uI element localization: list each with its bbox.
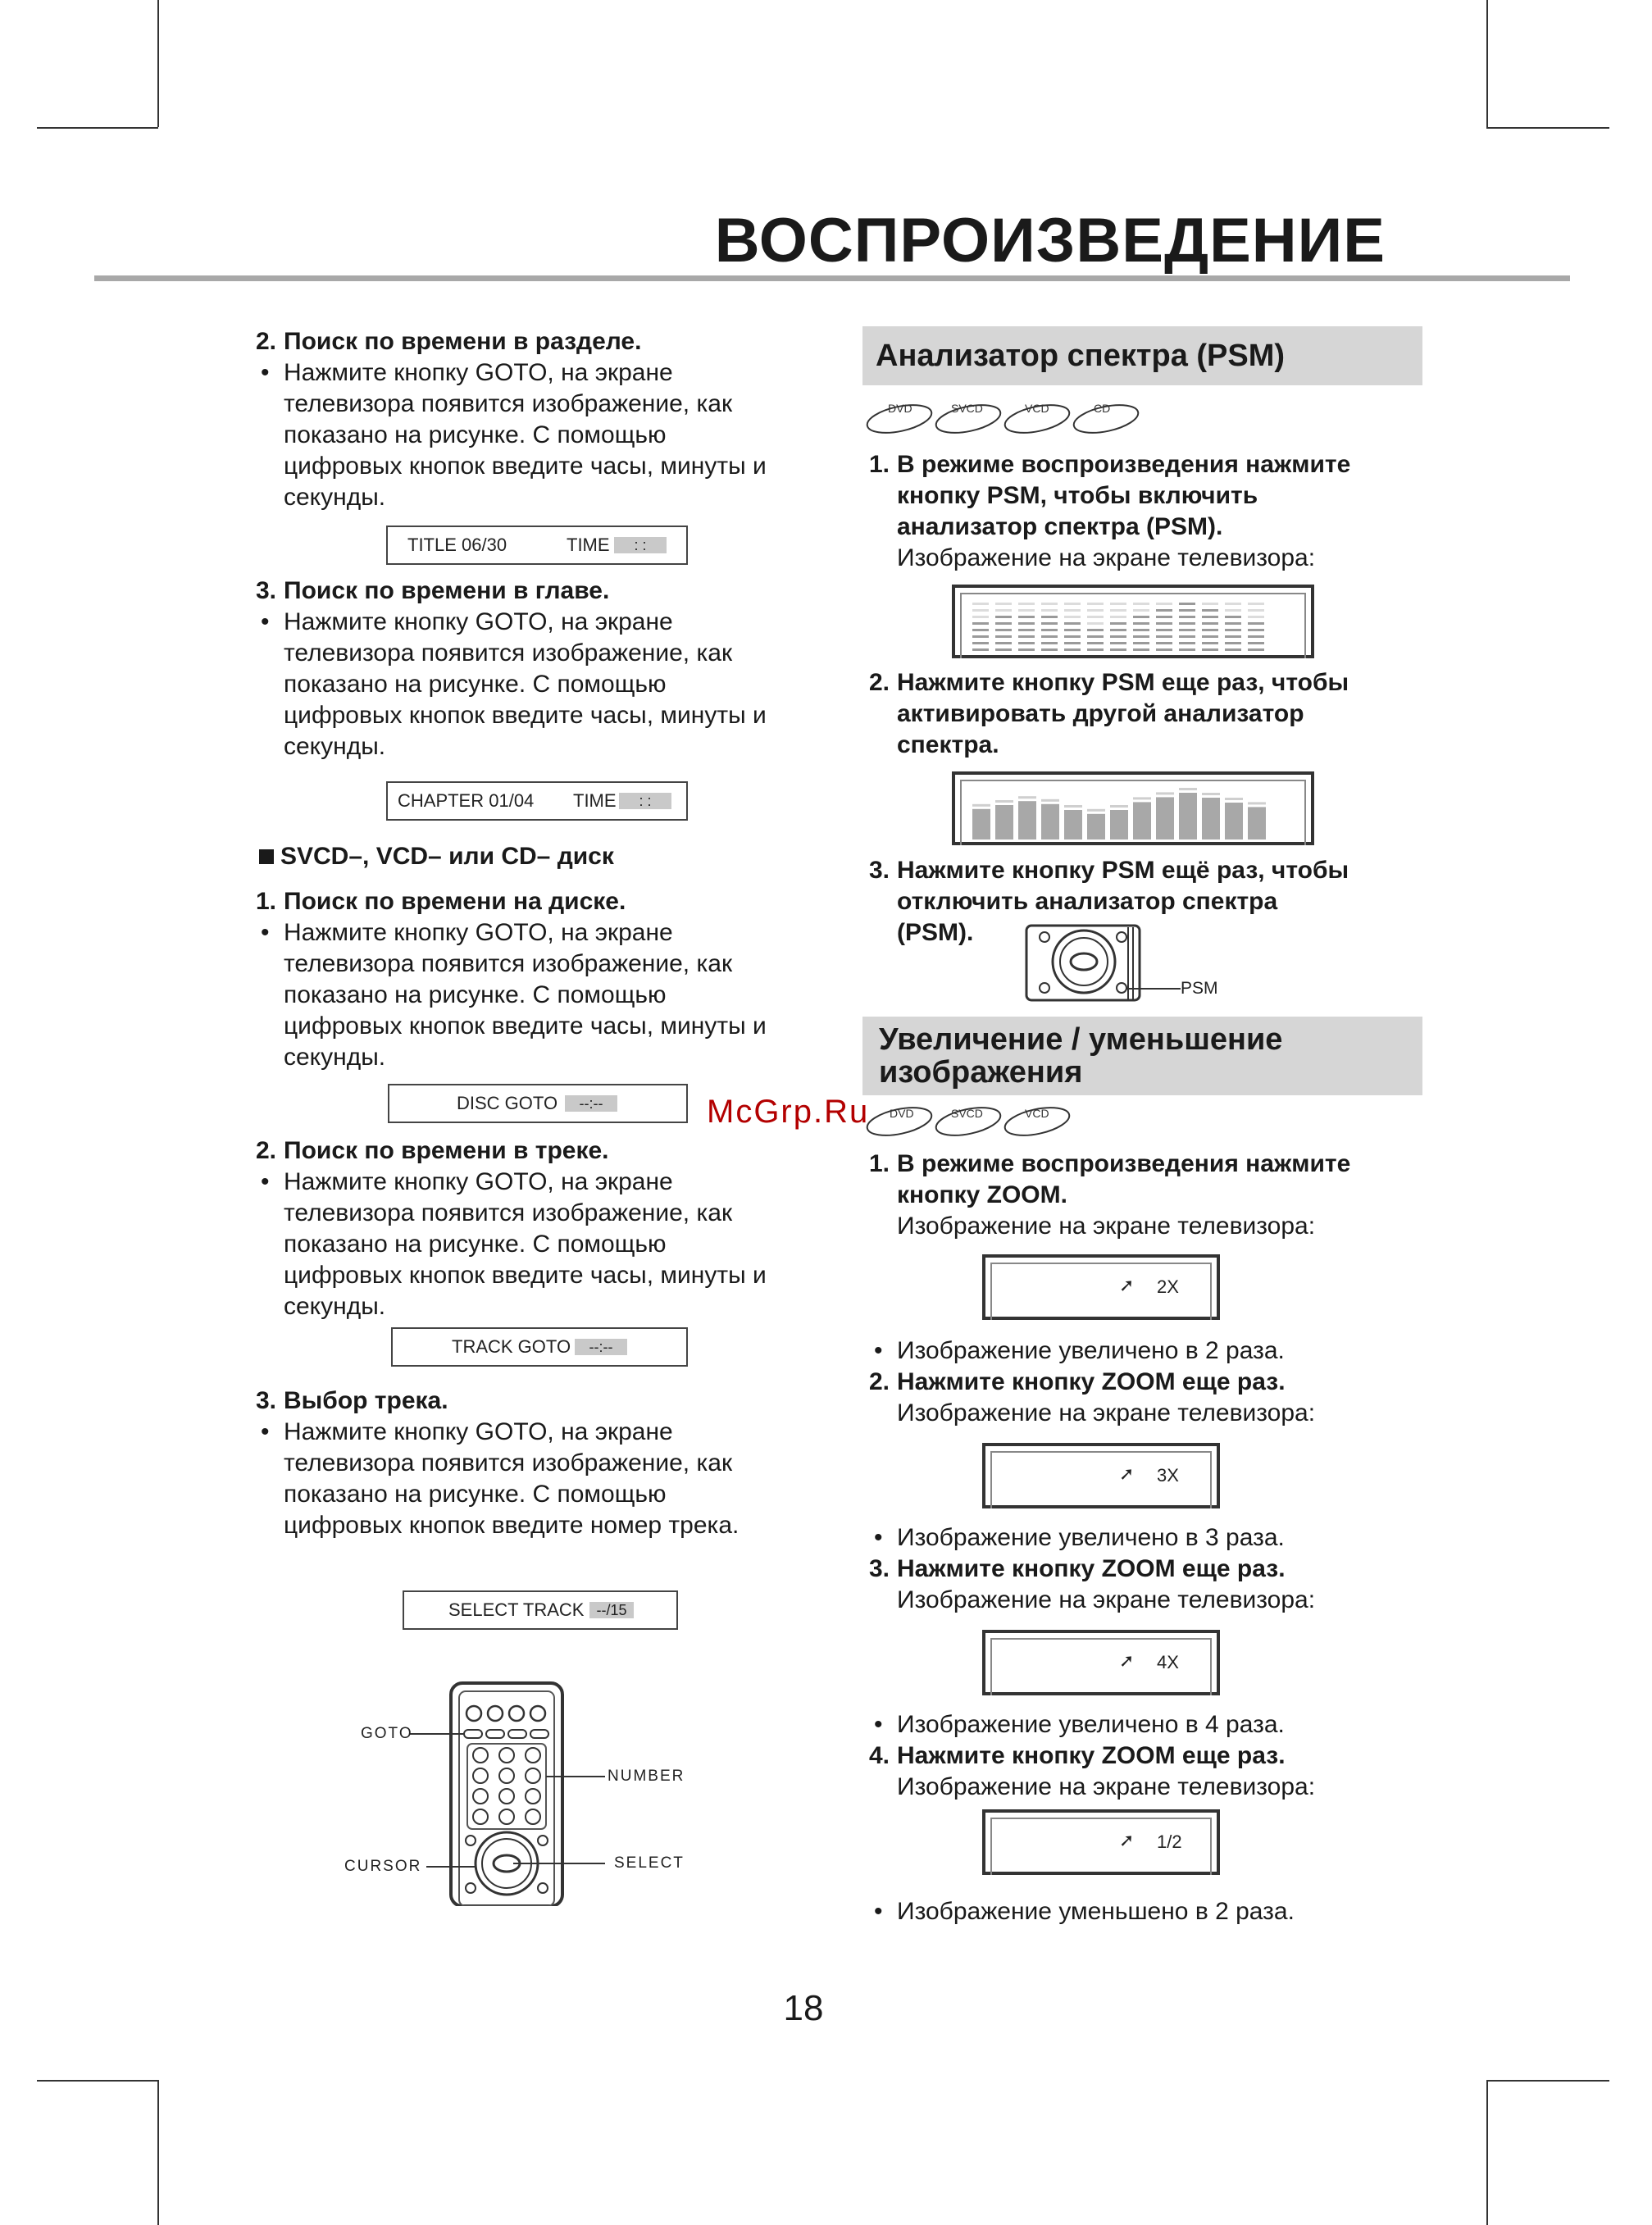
text-line: телевизора появится изображение, как bbox=[284, 639, 733, 667]
step-number: 1. bbox=[256, 888, 277, 915]
bullet-text bbox=[869, 1896, 1443, 1927]
text-line: В режиме воспроизведения нажмите bbox=[897, 1150, 1351, 1177]
step-number: 1. bbox=[869, 1150, 890, 1177]
spectrum-segment bbox=[1225, 622, 1241, 625]
step-number: 2. bbox=[869, 669, 890, 696]
text-line: • Нажмите кнопку GOTO, на экране bbox=[284, 1168, 673, 1195]
spectrum-segment bbox=[972, 603, 989, 605]
spectrum-segment bbox=[1248, 616, 1264, 618]
spectrum-segment bbox=[1202, 622, 1218, 625]
spectrum-segment bbox=[1248, 609, 1264, 612]
psm-remote-closeup bbox=[1025, 924, 1189, 1002]
text-line: Изображение на экране телевизора: bbox=[897, 1213, 1316, 1240]
spectrum-segment bbox=[1018, 603, 1035, 605]
spectrum-segment bbox=[1179, 629, 1195, 631]
spectrum-segment bbox=[1202, 642, 1218, 644]
spectrum-segment bbox=[1156, 603, 1172, 605]
spectrum-segment bbox=[1064, 642, 1081, 644]
spectrum-segment bbox=[1018, 642, 1035, 644]
spectrum-segment bbox=[1087, 629, 1104, 631]
spectrum-segment bbox=[1248, 635, 1264, 638]
section-title: изображения bbox=[879, 1055, 1083, 1090]
left-column bbox=[256, 841, 830, 872]
zoom-screen-4x bbox=[982, 1630, 1220, 1695]
spectrum-display-2 bbox=[967, 780, 1295, 842]
spectrum-segment bbox=[1041, 603, 1058, 605]
spectrum-segment bbox=[972, 642, 989, 644]
spectrum-segment bbox=[1018, 629, 1035, 631]
step-number: 2. bbox=[256, 328, 277, 355]
spectrum-segment bbox=[1225, 635, 1241, 638]
text-line: показано на рисунке. С помощью bbox=[284, 671, 667, 698]
spectrum-segment bbox=[995, 616, 1012, 618]
spectrum-segment bbox=[1248, 622, 1264, 625]
spectrum-peak bbox=[1087, 809, 1105, 812]
section-title-search bbox=[256, 576, 830, 607]
spectrum-peak bbox=[1248, 802, 1266, 804]
zoom-screen-2x bbox=[982, 1254, 1220, 1320]
spectrum-segment bbox=[1179, 642, 1195, 644]
spectrum-segment bbox=[1133, 629, 1149, 631]
zoom-screen-half bbox=[982, 1809, 1220, 1875]
right-column bbox=[869, 1896, 1443, 1927]
spectrum-segment bbox=[1179, 609, 1195, 612]
text-line: кнопку PSM, чтобы включить bbox=[897, 482, 1258, 509]
spectrum-segment bbox=[1064, 622, 1081, 625]
spectrum-segment bbox=[1041, 609, 1058, 612]
spectrum-segment bbox=[1156, 635, 1172, 638]
text-line: Нажмите кнопку ZOOM еще раз. bbox=[897, 1368, 1286, 1395]
osd-label: TIME bbox=[573, 790, 617, 811]
section-title-search bbox=[256, 886, 830, 917]
spectrum-peak bbox=[1225, 798, 1243, 800]
osd-value: --:-- bbox=[565, 1095, 617, 1112]
step-number: 3. bbox=[256, 1387, 277, 1414]
spectrum-segment bbox=[995, 609, 1012, 612]
spectrum-bar bbox=[1225, 803, 1243, 839]
spectrum-segment bbox=[1110, 648, 1126, 651]
spectrum-segment bbox=[972, 616, 989, 618]
zoom-icon: ➚ bbox=[1119, 1275, 1135, 1295]
left-column bbox=[256, 326, 830, 513]
zoom-level: 3X bbox=[1157, 1465, 1179, 1486]
disc-logo-label: SVCD bbox=[951, 1107, 983, 1120]
spectrum-segment bbox=[1156, 642, 1172, 644]
crop-mark bbox=[1486, 0, 1488, 127]
spectrum-segment bbox=[972, 635, 989, 638]
text-line: цифровых кнопок введите часы, минуты и bbox=[284, 1012, 767, 1040]
spectrum-segment bbox=[1248, 603, 1264, 605]
crop-mark bbox=[157, 0, 159, 127]
section-header-zoom bbox=[862, 1017, 1422, 1095]
disc-logo-label: VCD bbox=[1025, 1107, 1049, 1120]
spectrum-segment bbox=[1064, 609, 1081, 612]
square-bullet-icon bbox=[259, 849, 274, 864]
right-column bbox=[869, 667, 1443, 761]
text-line: секунды. bbox=[284, 1293, 386, 1320]
text-line: • Нажмите кнопку GOTO, на экране bbox=[284, 1418, 673, 1445]
step-number: 3. bbox=[869, 857, 890, 884]
spectrum-segment bbox=[1110, 635, 1126, 638]
zoom-icon: ➚ bbox=[1119, 1463, 1135, 1484]
osd-chapter-time bbox=[386, 781, 688, 821]
zoom-step-3 bbox=[869, 1554, 1443, 1616]
spectrum-segment bbox=[1179, 622, 1195, 625]
spectrum-peak bbox=[1156, 792, 1174, 794]
section-title: Увеличение / уменьшение bbox=[879, 1022, 1283, 1057]
spectrum-peak bbox=[1110, 805, 1128, 808]
bullet-text bbox=[256, 917, 830, 1073]
spectrum-segment bbox=[1133, 648, 1149, 651]
spectrum-segment bbox=[1064, 648, 1081, 651]
spectrum-segment bbox=[1248, 642, 1264, 644]
section-title-search bbox=[256, 326, 830, 357]
step-number: 2. bbox=[256, 1137, 277, 1164]
spectrum-segment bbox=[1202, 609, 1218, 612]
spectrum-segment bbox=[1202, 635, 1218, 638]
spectrum-segment bbox=[1110, 642, 1126, 644]
psm-step-2 bbox=[869, 667, 1443, 761]
text-line: Изображение на экране телевизора: bbox=[897, 544, 1316, 571]
spectrum-bar bbox=[1087, 814, 1105, 839]
spectrum-segment bbox=[1225, 616, 1241, 618]
spectrum-segment bbox=[995, 603, 1012, 605]
spectrum-segment bbox=[1248, 648, 1264, 651]
page-number: 18 bbox=[783, 1988, 824, 2028]
bullet-text bbox=[256, 607, 830, 762]
spectrum-segment bbox=[1133, 603, 1149, 605]
spectrum-segment bbox=[1087, 603, 1104, 605]
spectrum-segment bbox=[995, 622, 1012, 625]
text-line: цифровых кнопок введите номер трека. bbox=[284, 1512, 740, 1539]
step-title: Поиск по времени в главе. bbox=[284, 577, 610, 604]
spectrum-segment bbox=[1087, 616, 1104, 618]
disc-logo-label: VCD bbox=[1025, 402, 1049, 415]
callout-cursor: CURSOR bbox=[344, 1858, 422, 1875]
text-line: отключить анализатор спектра bbox=[897, 888, 1278, 915]
callout-goto: GOTO bbox=[361, 1725, 413, 1742]
osd-label: SELECT TRACK bbox=[448, 1599, 585, 1620]
zoom-screen-3x bbox=[982, 1443, 1220, 1508]
section-title-track bbox=[256, 1386, 830, 1417]
disc-logo-label: DVD bbox=[888, 402, 912, 415]
spectrum-segment bbox=[972, 622, 989, 625]
spectrum-segment bbox=[995, 642, 1012, 644]
spectrum-segment bbox=[1018, 635, 1035, 638]
spectrum-segment bbox=[1087, 609, 1104, 612]
spectrum-segment bbox=[1110, 603, 1126, 605]
spectrum-bar bbox=[972, 809, 990, 839]
spectrum-segment bbox=[1110, 629, 1126, 631]
spectrum-peak bbox=[972, 804, 990, 807]
spectrum-peak bbox=[1133, 797, 1151, 799]
text-line: активировать другой анализатор bbox=[897, 700, 1304, 727]
text-line: телевизора появится изображение, как bbox=[284, 950, 733, 977]
spectrum-bar bbox=[1156, 797, 1174, 839]
step-number: 3. bbox=[869, 1555, 890, 1582]
right-column bbox=[869, 1335, 1443, 1429]
spectrum-segment bbox=[1156, 622, 1172, 625]
osd-value: --/15 bbox=[589, 1602, 634, 1618]
zoom-step-1 bbox=[869, 1149, 1443, 1242]
step-title: Поиск по времени в разделе. bbox=[284, 328, 642, 355]
spectrum-segment bbox=[1064, 629, 1081, 631]
left-column bbox=[256, 1386, 830, 1541]
bullet-text bbox=[256, 1417, 830, 1541]
zoom-icon: ➚ bbox=[1119, 1830, 1135, 1850]
step-title: Выбор трека. bbox=[284, 1387, 448, 1414]
spectrum-segment bbox=[1225, 609, 1241, 612]
spectrum-segment bbox=[1156, 616, 1172, 618]
spectrum-segment bbox=[1156, 648, 1172, 651]
spectrum-segment bbox=[1087, 648, 1104, 651]
spectrum-segment bbox=[1041, 622, 1058, 625]
osd-title-time bbox=[386, 526, 688, 565]
spectrum-segment bbox=[1087, 642, 1104, 644]
callout-select: SELECT bbox=[614, 1854, 685, 1872]
text-line: • Изображение увеличено в 4 раза. bbox=[897, 1711, 1285, 1738]
text-line: • Изображение уменьшено в 2 раза. bbox=[897, 1898, 1295, 1925]
zoom-level: 4X bbox=[1157, 1652, 1179, 1672]
osd-label: TITLE 06/30 bbox=[407, 535, 507, 555]
spectrum-segment bbox=[1179, 616, 1195, 618]
disc-logo-label: CD bbox=[1094, 402, 1111, 415]
zoom-icon: ➚ bbox=[1119, 1650, 1135, 1671]
spectrum-segment bbox=[972, 648, 989, 651]
text-line: телевизора появится изображение, как bbox=[284, 1449, 733, 1477]
spectrum-segment bbox=[1133, 635, 1149, 638]
spectrum-segment bbox=[1179, 603, 1195, 605]
spectrum-segment bbox=[1018, 622, 1035, 625]
osd-label: DISC GOTO bbox=[457, 1093, 558, 1113]
spectrum-segment bbox=[1041, 642, 1058, 644]
bullet-text bbox=[869, 1522, 1443, 1554]
osd-track-goto bbox=[391, 1327, 688, 1367]
spectrum-peak bbox=[1202, 793, 1220, 795]
text-line: показано на рисунке. С помощью bbox=[284, 1481, 667, 1508]
text-line: • Нажмите кнопку GOTO, на экране bbox=[284, 919, 673, 946]
spectrum-segment bbox=[995, 635, 1012, 638]
text-line: Нажмите кнопку PSM ещё раз, чтобы bbox=[897, 857, 1349, 884]
zoom-level: 1/2 bbox=[1157, 1831, 1182, 1852]
bullet-text bbox=[256, 357, 830, 513]
osd-value: --:-- bbox=[575, 1339, 627, 1355]
text-line: секунды. bbox=[284, 1044, 386, 1071]
spectrum-segment bbox=[995, 648, 1012, 651]
spectrum-segment bbox=[1110, 609, 1126, 612]
page-title: ВОСПРОИЗВЕДЕНИЕ bbox=[714, 206, 1386, 275]
text-line: • Изображение увеличено в 2 раза. bbox=[897, 1337, 1285, 1364]
spectrum-segment bbox=[1041, 616, 1058, 618]
spectrum-peak bbox=[1179, 788, 1197, 790]
spectrum-display-1 bbox=[967, 594, 1295, 656]
text-line: Нажмите кнопку ZOOM еще раз. bbox=[897, 1742, 1286, 1769]
spectrum-segment bbox=[1041, 648, 1058, 651]
spectrum-segment bbox=[1202, 629, 1218, 631]
spectrum-peak bbox=[1064, 805, 1082, 808]
spectrum-bar bbox=[1041, 804, 1059, 839]
spectrum-segment bbox=[1087, 622, 1104, 625]
callout-psm: PSM bbox=[1181, 979, 1218, 998]
spectrum-segment bbox=[1064, 635, 1081, 638]
spectrum-segment bbox=[1225, 603, 1241, 605]
disc-logo-label: DVD bbox=[890, 1107, 914, 1120]
disc-logo-label: SVCD bbox=[951, 402, 983, 415]
spectrum-segment bbox=[1225, 642, 1241, 644]
spectrum-segment bbox=[1133, 642, 1149, 644]
step-number: 1. bbox=[869, 451, 890, 478]
text-line: секунды. bbox=[284, 733, 386, 760]
text-line: цифровых кнопок введите часы, минуты и bbox=[284, 453, 767, 480]
spectrum-segment bbox=[1018, 609, 1035, 612]
spectrum-segment bbox=[995, 629, 1012, 631]
spectrum-segment bbox=[1133, 609, 1149, 612]
spectrum-segment bbox=[1202, 648, 1218, 651]
zoom-step-2 bbox=[869, 1367, 1443, 1429]
spectrum-segment bbox=[1156, 629, 1172, 631]
step-title: Поиск по времени в треке. bbox=[284, 1137, 609, 1164]
text-line: • Нажмите кнопку GOTO, на экране bbox=[284, 608, 673, 635]
crop-mark bbox=[157, 2080, 159, 2225]
crop-mark bbox=[37, 2080, 158, 2082]
spectrum-segment bbox=[1133, 616, 1149, 618]
spectrum-bar bbox=[1202, 798, 1220, 839]
osd-disc-goto bbox=[388, 1084, 688, 1123]
crop-mark bbox=[37, 127, 158, 129]
right-column bbox=[869, 1522, 1443, 1616]
text-line: Изображение на экране телевизора: bbox=[897, 1773, 1316, 1800]
osd-label: TRACK GOTO bbox=[452, 1336, 571, 1357]
bullet-text bbox=[869, 1709, 1443, 1740]
text-line: Изображение на экране телевизора: bbox=[897, 1399, 1316, 1426]
spectrum-segment bbox=[1110, 616, 1126, 618]
spectrum-peak bbox=[995, 800, 1013, 803]
spectrum-segment bbox=[1087, 635, 1104, 638]
spectrum-segment bbox=[1064, 616, 1081, 618]
spectrum-segment bbox=[1202, 616, 1218, 618]
step-number: 2. bbox=[869, 1368, 890, 1395]
section-title: Анализатор спектра (PSM) bbox=[876, 339, 1286, 373]
zoom-level: 2X bbox=[1157, 1276, 1179, 1297]
text-line: показано на рисунке. С помощью bbox=[284, 981, 667, 1008]
spectrum-bar bbox=[995, 805, 1013, 839]
text-line: спектра. bbox=[897, 731, 999, 758]
text-line: Нажмите кнопку ZOOM еще раз. bbox=[897, 1555, 1286, 1582]
spectrum-segment bbox=[972, 609, 989, 612]
osd-value: : : bbox=[614, 537, 667, 553]
spectrum-segment bbox=[1133, 622, 1149, 625]
text-line: • Изображение увеличено в 3 раза. bbox=[897, 1524, 1285, 1551]
text-line: Нажмите кнопку PSM еще раз, чтобы bbox=[897, 669, 1349, 696]
spectrum-segment bbox=[1248, 629, 1264, 631]
spectrum-segment bbox=[1018, 616, 1035, 618]
disc-type-header bbox=[256, 841, 830, 872]
osd-value: : : bbox=[619, 793, 671, 809]
text-line: показано на рисунке. С помощью bbox=[284, 1231, 667, 1258]
spectrum-segment bbox=[1064, 603, 1081, 605]
spectrum-bar bbox=[1064, 810, 1082, 839]
crop-mark bbox=[1486, 2080, 1488, 2225]
spectrum-segment bbox=[1156, 609, 1172, 612]
disc-header-text: SVCD–, VCD– или CD– диск bbox=[280, 843, 614, 870]
step-number: 3. bbox=[256, 577, 277, 604]
text-line: телевизора появится изображение, как bbox=[284, 1199, 733, 1226]
spectrum-peak bbox=[1018, 796, 1036, 799]
text-line: Изображение на экране телевизора: bbox=[897, 1586, 1316, 1613]
spectrum-segment bbox=[1041, 635, 1058, 638]
title-rule bbox=[94, 275, 1570, 281]
bullet-text bbox=[869, 1335, 1443, 1367]
spectrum-segment bbox=[1202, 603, 1218, 605]
spectrum-segment bbox=[1110, 622, 1126, 625]
spectrum-bar bbox=[1248, 807, 1266, 839]
spectrum-bar bbox=[1110, 810, 1128, 839]
text-line: цифровых кнопок введите часы, минуты и bbox=[284, 702, 767, 729]
text-line: показано на рисунке. С помощью bbox=[284, 421, 667, 448]
step-number: 4. bbox=[869, 1742, 890, 1769]
spectrum-bar bbox=[1179, 793, 1197, 839]
section-title-search bbox=[256, 1135, 830, 1167]
right-column bbox=[869, 449, 1443, 574]
spectrum-segment bbox=[972, 629, 989, 631]
zoom-step-4 bbox=[869, 1740, 1443, 1803]
spectrum-segment bbox=[1018, 648, 1035, 651]
spectrum-bar bbox=[1133, 802, 1151, 839]
text-line: • Нажмите кнопку GOTO, на экране bbox=[284, 359, 673, 386]
spectrum-segment bbox=[1225, 648, 1241, 651]
right-column bbox=[869, 1709, 1443, 1803]
right-column bbox=[869, 1149, 1443, 1242]
left-column bbox=[256, 1135, 830, 1322]
osd-label: CHAPTER 01/04 bbox=[398, 790, 535, 811]
spectrum-bar bbox=[1018, 801, 1036, 839]
crop-mark bbox=[1486, 127, 1609, 129]
text-line: кнопку ZOOM. bbox=[897, 1181, 1067, 1208]
spectrum-segment bbox=[1179, 635, 1195, 638]
spectrum-segment bbox=[1041, 629, 1058, 631]
spectrum-segment bbox=[1179, 648, 1195, 651]
osd-select-track bbox=[403, 1590, 678, 1630]
psm-step-1 bbox=[869, 449, 1443, 574]
text-line: телевизора появится изображение, как bbox=[284, 390, 733, 417]
text-line: анализатор спектра (PSM). bbox=[897, 513, 1223, 540]
callout-number: NUMBER bbox=[608, 1768, 685, 1785]
watermark: McGrp.Ru bbox=[707, 1094, 870, 1130]
text-line: (PSM). bbox=[897, 919, 974, 946]
bullet-text bbox=[256, 1167, 830, 1322]
crop-mark bbox=[1486, 2080, 1609, 2082]
left-column bbox=[256, 886, 830, 1073]
spectrum-peak bbox=[1041, 799, 1059, 802]
spectrum-segment bbox=[1225, 629, 1241, 631]
text-line: В режиме воспроизведения нажмите bbox=[897, 451, 1351, 478]
osd-label: TIME bbox=[567, 535, 610, 555]
text-line: секунды. bbox=[284, 484, 386, 511]
text-line: цифровых кнопок введите часы, минуты и bbox=[284, 1262, 767, 1289]
left-column bbox=[256, 576, 830, 762]
step-title: Поиск по времени на диске. bbox=[284, 888, 626, 915]
section-header-psm bbox=[862, 326, 1422, 385]
